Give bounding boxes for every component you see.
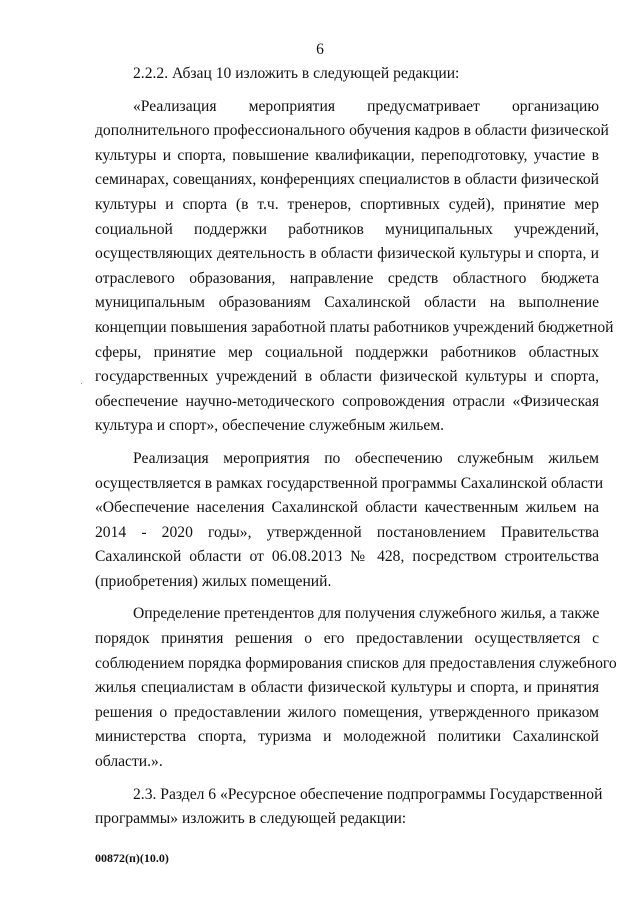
paragraph-line: осуществляющих деятельность в области физической культуры и спорта, и	[95, 245, 599, 263]
paragraph-line: «Реализация мероприятия предусматривает организацию	[133, 97, 599, 115]
paragraph-line: 2.3. Раздел 6 «Ресурсное обеспечение подпрограммы Государственной	[133, 785, 603, 803]
document-body	[95, 62, 617, 832]
paragraph-line: Сахалинской области от 06.08.2013 № 428, посредством строительства	[95, 548, 599, 566]
paragraph-line: культуры и спорта, повышение квалификации, переподготовку, участие в	[95, 146, 599, 164]
paragraph-amendment-2-2-2	[95, 62, 599, 87]
paragraph-line: области.».	[95, 753, 163, 771]
paragraph-line: решения о предоставлении жилого помещения, утвержденного приказом	[95, 703, 599, 721]
paragraph-housing-provision	[95, 447, 604, 595]
paragraph-line: сферы, принятие мер социальной поддержки работников областных	[95, 343, 599, 361]
paragraph-line: культуры и спорта (в т.ч. тренеров, спортивных судей), принятие мер	[95, 195, 599, 213]
document-footer-code: 00872(п)(10.0)	[95, 851, 169, 865]
paragraph-event-implementation	[95, 95, 614, 439]
paragraph-line: программы» изложить в следующей редакции:	[95, 810, 407, 828]
paragraph-line: 2.2.2. Абзац 10 изложить в следующей редакции:	[133, 65, 460, 82]
paragraph-line: (приобретения) жилых помещений.	[95, 572, 332, 590]
paragraph-line: семинарах, совещаниях, конференциях специалистов в области физической	[95, 171, 599, 189]
paragraph-line: Определение претендентов для получения служебного жилья, а также	[133, 605, 600, 623]
paragraph-line: осуществляется в рамках государственной программы Сахалинской области	[95, 474, 604, 492]
paragraph-line: Реализация мероприятия по обеспечению служебным жильем	[133, 449, 599, 467]
paragraph-line: соблюдением порядка формирования списков для предоставления служебного	[95, 654, 617, 672]
paragraph-line: министерства спорта, туризма и молодежной политики Сахалинской	[95, 728, 599, 746]
paragraph-line: государственных учреждений в области физической культуры и спорта,	[95, 368, 599, 386]
paragraph-line: жилья специалистам в области физической культуры и спорта, и принятия	[95, 679, 599, 697]
paragraph-line: порядок принятия решения о его предоставлении осуществляется с	[95, 630, 599, 648]
paragraph-line: 2014 - 2020 годы», утвержденной постановлением Правительства	[95, 523, 599, 541]
paragraph-line: муниципальным образованиям Сахалинской области на выполнение	[95, 294, 599, 312]
paragraph-candidate-selection	[95, 602, 617, 774]
paragraph-line: отраслевого образования, направление средств областного бюджета	[95, 269, 599, 287]
paragraph-amendment-2-3	[95, 783, 603, 832]
paragraph-line: дополнительного профессионального обучения кадров в области физической	[95, 122, 609, 140]
paragraph-line: культура и спорт», обеспечение служебным жильем.	[95, 417, 445, 435]
page-number: 6	[316, 41, 324, 58]
paragraph-line: «Обеспечение населения Сахалинской области качественным жильем на	[95, 499, 599, 517]
scan-speck	[81, 383, 82, 384]
paragraph-line: концепции повышения заработной платы работников учреждений бюджетной	[95, 318, 614, 336]
paragraph-line: социальной поддержки работников муниципальных учреждений,	[95, 220, 599, 238]
paragraph-line: обеспечение научно-методического сопровождения отрасли «Физическая	[95, 392, 599, 410]
